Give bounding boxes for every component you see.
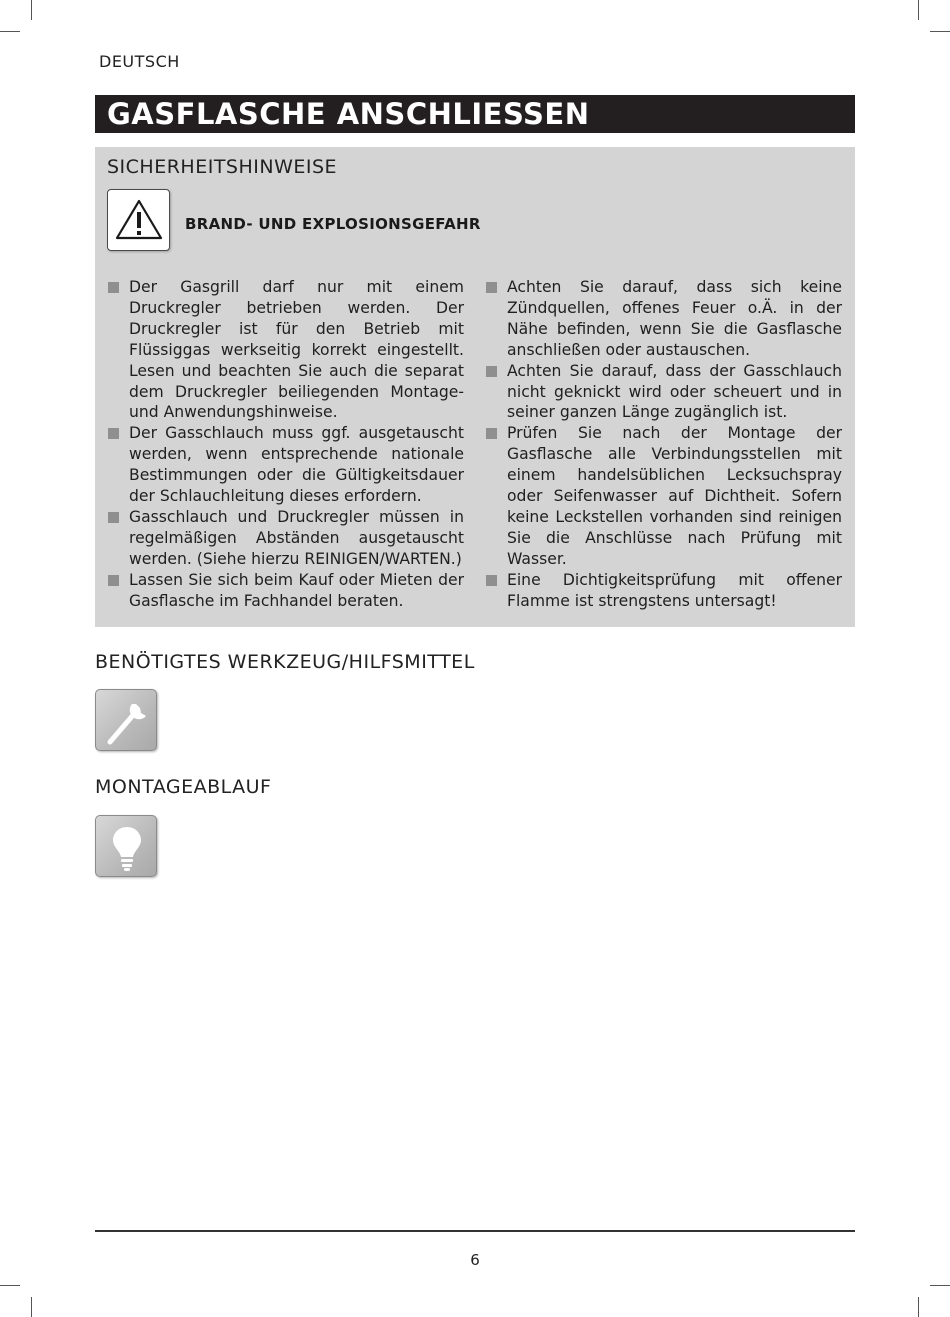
list-item <box>485 570 842 612</box>
page-title: GASFLASCHE ANSCHLIESSEN <box>107 97 590 131</box>
list-item-text: Eine Dichtigkeitsprüfung mit offener Flamme ist strengstens untersagt! <box>507 570 842 610</box>
tools-icon-badge <box>95 689 157 751</box>
language-label: DEUTSCH <box>99 52 180 71</box>
safety-list-left <box>107 277 464 612</box>
list-item-text: Gasschlauch und Druckregler müssen in regelmäßigen Abständen ausgetauscht werden. (Siehe hierzu REINIGEN/WARTEN.) <box>129 507 464 568</box>
crop-mark <box>31 1297 32 1317</box>
safety-heading: SICHERHEITSHINWEISE <box>107 156 338 178</box>
tools-heading: BENÖTIGTES WERKZEUG/HILFSMITTEL <box>95 651 475 673</box>
list-item <box>485 423 842 569</box>
list-item-text: Achten Sie darauf, dass der Gasschlauch nicht geknickt wird oder scheuert und in seiner ganzen Länge zugänglich ist. <box>507 361 842 422</box>
list-item <box>107 277 464 423</box>
bullet-square-icon <box>108 282 119 293</box>
list-item <box>107 570 464 612</box>
warning-label: BRAND- UND EXPLOSIONSGEFAHR <box>185 215 481 233</box>
list-item-text: Prüfen Sie nach der Montage der Gasflasche alle Verbindungsstellen mit einem handelsüblichen Lecksuchspray oder Seifenwasser auf Dichtheit. Sofern keine Leckstellen vorhanden sind reinigen Sie die Anschlüsse nach Prüfung mit Wasser. <box>507 424 842 568</box>
list-item <box>485 277 842 361</box>
warning-triangle-icon <box>114 198 164 242</box>
safety-list-right <box>485 277 842 612</box>
crop-mark <box>930 31 950 32</box>
bullet-square-icon <box>108 575 119 586</box>
safety-panel <box>95 147 855 627</box>
page-number: 6 <box>470 1251 480 1269</box>
list-item-text: Der Gasschlauch muss ggf. ausgetauscht werden, wenn entsprechende nationale Bestimmungen oder die Gültigkeitsdauer der Schlauchleitung dieses erfordern. <box>129 424 464 506</box>
list-item <box>107 423 464 507</box>
crop-mark <box>918 1297 919 1317</box>
bullet-square-icon <box>108 428 119 439</box>
list-item-text: Achten Sie darauf, dass sich keine Zündquellen, offenes Feuer o.Ä. in der Nähe befinden, wenn Sie die Gasflasche anschließen oder austauschen. <box>507 278 842 359</box>
crop-mark <box>918 0 919 20</box>
footer-divider <box>95 1230 855 1232</box>
title-bar <box>95 95 855 133</box>
crop-mark <box>930 1285 950 1286</box>
crop-mark <box>0 31 20 32</box>
bullet-square-icon <box>486 282 497 293</box>
warning-badge <box>107 189 170 251</box>
crop-mark <box>0 1285 20 1286</box>
list-item <box>107 507 464 570</box>
list-item-text: Der Gasgrill darf nur mit einem Druckregler betrieben werden. Der Druckregler ist für den Betrieb mit Flüssiggas werkseitig korrekt eingestellt. Lesen und beachten Sie auch die separat dem Druckregler beiliegenden Montage- und Anwendungshinweise. <box>129 278 464 422</box>
list-item <box>485 361 842 424</box>
lightbulb-icon <box>96 816 158 878</box>
list-item-text: Lassen Sie sich beim Kauf oder Mieten der Gasflasche im Fachhandel beraten. <box>129 570 464 610</box>
bullet-square-icon <box>486 575 497 586</box>
assembly-heading: MONTAGEABLAUF <box>95 776 272 798</box>
bullet-square-icon <box>486 366 497 377</box>
crop-mark <box>31 0 32 20</box>
bullet-square-icon <box>108 512 119 523</box>
wrench-icon <box>96 690 158 752</box>
assembly-icon-badge <box>95 815 157 877</box>
bullet-square-icon <box>486 428 497 439</box>
